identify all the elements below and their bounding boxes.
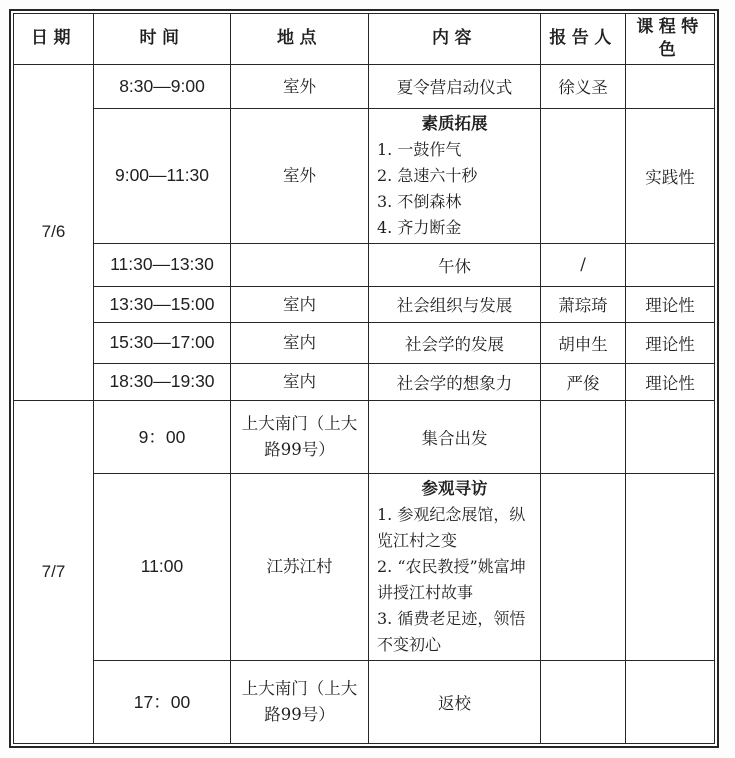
feature-cell: 实践性	[626, 108, 715, 243]
content-cell: 返校	[369, 660, 541, 743]
content-cell: 社会学的发展	[369, 322, 541, 363]
content-cell: 社会组织与发展	[369, 286, 541, 322]
content-cell: 午休	[369, 243, 541, 286]
place-cell: 室外	[231, 108, 369, 243]
feature-cell: 理论性	[626, 322, 715, 363]
place-cell: 室内	[231, 286, 369, 322]
table-row	[14, 400, 715, 473]
table-row	[14, 243, 715, 286]
table-row	[14, 363, 715, 400]
place-cell: 室内	[231, 363, 369, 400]
content-cell	[369, 473, 541, 660]
content-item: 2. “农民教授”姚富坤讲授江村故事	[377, 557, 526, 602]
place-cell	[231, 243, 369, 286]
time-cell: 9:00—11:30	[94, 108, 231, 243]
table-row	[14, 108, 715, 243]
feature-cell: 理论性	[626, 286, 715, 322]
header-feature: 课程特色	[626, 14, 715, 65]
feature-cell: 理论性	[626, 363, 715, 400]
speaker-cell: /	[541, 243, 626, 286]
time-cell: 8:30—9:00	[94, 64, 231, 108]
time-cell: 15:30—17:00	[94, 322, 231, 363]
place-cell: 江苏江村	[231, 473, 369, 660]
time-cell: 11:00	[94, 473, 231, 660]
header-place: 地点	[231, 14, 369, 65]
table-row	[14, 64, 715, 108]
content-cell: 社会学的想象力	[369, 363, 541, 400]
content-title: 素质拓展	[421, 113, 488, 133]
speaker-cell: 徐义圣	[541, 64, 626, 108]
header-date: 日期	[14, 14, 94, 65]
table-row	[14, 660, 715, 743]
place-cell: 上大南门（上大路99号）	[231, 400, 369, 473]
content-item: 4. 齐力断金	[377, 217, 462, 237]
speaker-cell: 严俊	[541, 363, 626, 400]
table-row	[14, 286, 715, 322]
feature-cell	[626, 400, 715, 473]
time-cell: 17：00	[94, 660, 231, 743]
feature-cell	[626, 473, 715, 660]
place-cell: 上大南门（上大路99号）	[231, 660, 369, 743]
content-cell: 集合出发	[369, 400, 541, 473]
speaker-cell	[541, 400, 626, 473]
feature-cell	[626, 243, 715, 286]
date-cell-7-6: 7/6	[14, 64, 94, 400]
speaker-cell: 胡申生	[541, 322, 626, 363]
schedule-table	[13, 13, 715, 744]
content-item: 3. 不倒森林	[377, 192, 462, 212]
content-cell: 夏令营启动仪式	[369, 64, 541, 108]
place-cell: 室外	[231, 64, 369, 108]
content-item: 1. 一鼓作气	[377, 140, 462, 160]
header-speaker: 报告人	[541, 14, 626, 65]
feature-cell	[626, 660, 715, 743]
header-row	[14, 14, 715, 65]
feature-cell	[626, 64, 715, 108]
table-row	[14, 473, 715, 660]
header-time: 时间	[94, 14, 231, 65]
time-cell: 9：00	[94, 400, 231, 473]
speaker-cell	[541, 660, 626, 743]
schedule-table-outer-border	[9, 9, 719, 748]
content-title: 参观寻访	[421, 478, 488, 498]
time-cell: 11:30—13:30	[94, 243, 231, 286]
time-cell: 13:30—15:00	[94, 286, 231, 322]
speaker-cell	[541, 108, 626, 243]
table-row	[14, 322, 715, 363]
header-content: 内容	[369, 14, 541, 65]
place-cell: 室内	[231, 322, 369, 363]
content-item: 3. 循费老足迹，领悟不变初心	[377, 608, 526, 654]
time-cell: 18:30—19:30	[94, 363, 231, 400]
date-cell-7-7: 7/7	[14, 400, 94, 743]
speaker-cell: 萧琮琦	[541, 286, 626, 322]
content-item: 2. 急速六十秒	[377, 166, 478, 186]
content-item: 1. 参观纪念展馆，纵览江村之变	[377, 505, 526, 551]
content-cell	[369, 108, 541, 243]
speaker-cell	[541, 473, 626, 660]
